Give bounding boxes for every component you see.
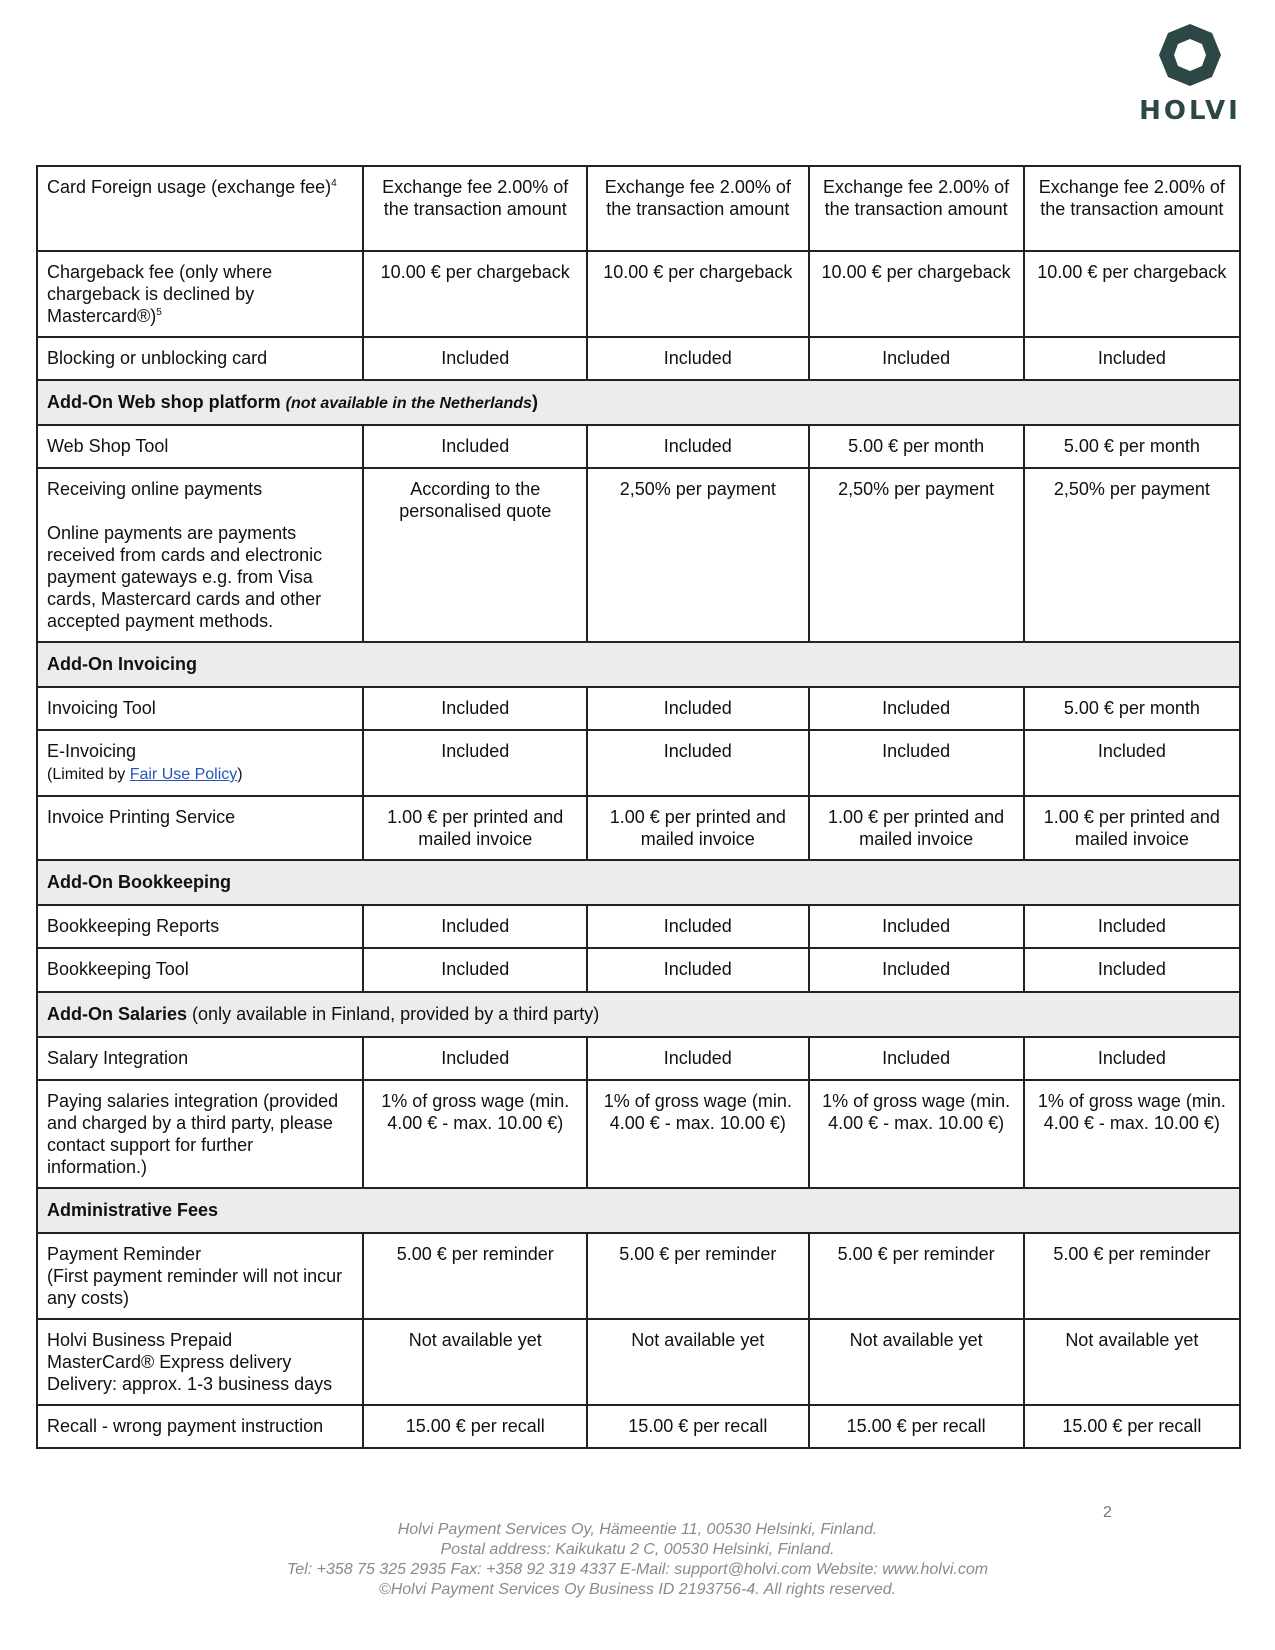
table-cell: 2,50% per payment <box>1024 468 1240 642</box>
table-cell: 10.00 € per chargeback <box>363 251 587 337</box>
table-row <box>37 468 1240 642</box>
table-cell: 1.00 € per printed and mailed invoice <box>809 796 1024 860</box>
table-cell: 15.00 € per recall <box>587 1405 808 1448</box>
table-row <box>37 1037 1240 1080</box>
fair-use-note: (Limited by Fair Use Policy) <box>47 766 243 783</box>
holvi-logo <box>1140 22 1240 126</box>
table-row <box>37 796 1240 860</box>
table-row <box>37 948 1240 992</box>
table-row <box>37 1080 1240 1188</box>
row-label: Invoice Printing Service <box>37 796 363 860</box>
table-cell: Included <box>1024 730 1240 796</box>
table-cell: Included <box>587 337 808 380</box>
page-number: 2 <box>1103 1504 1112 1521</box>
table-cell: Included <box>587 948 808 992</box>
table-cell: 1% of gross wage (min. 4.00 € - max. 10.00 €) <box>809 1080 1024 1188</box>
footer-address: Holvi Payment Services Oy, Hämeentie 11, 00530 Helsinki, Finland. <box>397 1521 878 1538</box>
table-row <box>37 166 1240 251</box>
table-cell: Not available yet <box>1024 1319 1240 1405</box>
table-cell: 10.00 € per chargeback <box>587 251 808 337</box>
table-cell: Included <box>587 905 808 948</box>
holvi-wordmark: HOLVI <box>1139 96 1241 126</box>
table-cell: Included <box>1024 337 1240 380</box>
table-cell: Included <box>587 425 808 468</box>
table-cell: Included <box>809 337 1024 380</box>
table-cell: Included <box>363 1037 587 1080</box>
table-cell: Included <box>363 948 587 992</box>
row-label: Receiving online payments Online payments are payments received from cards and electronic payment gateways e.g. from Visa cards, Mastercard cards and other accepted payment methods. <box>37 468 363 642</box>
table-cell: Included <box>587 687 808 730</box>
table-cell: Included <box>363 905 587 948</box>
table-cell: Not available yet <box>587 1319 808 1405</box>
row-label: Paying salaries integration (provided and charged by a third party, please contact support for further information.) <box>37 1080 363 1188</box>
section-header-invoicing <box>37 642 1240 687</box>
table-cell: Not available yet <box>363 1319 587 1405</box>
row-label: Payment Reminder (First payment reminder will not incur any costs) <box>37 1233 363 1319</box>
table-cell: 1.00 € per printed and mailed invoice <box>587 796 808 860</box>
table-row <box>37 1233 1240 1319</box>
table-cell: Included <box>1024 948 1240 992</box>
table-cell: Included <box>809 730 1024 796</box>
table-cell: According to the personalised quote <box>363 468 587 642</box>
table-row <box>37 687 1240 730</box>
row-label: Bookkeeping Reports <box>37 905 363 948</box>
footer-postal-address: Postal address: Kaikukatu 2 C, 00530 Helsinki, Finland. <box>440 1541 835 1558</box>
footer-copyright: ©Holvi Payment Services Oy Business ID 2193756-4. All rights reserved. <box>378 1581 897 1598</box>
table-cell: 1.00 € per printed and mailed invoice <box>363 796 587 860</box>
row-label: Recall - wrong payment instruction <box>37 1405 363 1448</box>
table-cell: 2,50% per payment <box>809 468 1024 642</box>
section-header-webshop <box>37 380 1240 425</box>
section-title: Add-On Invoicing <box>37 642 1240 687</box>
fee-table <box>36 165 1241 1449</box>
table-cell: Included <box>363 730 587 796</box>
table-cell: Included <box>809 687 1024 730</box>
row-label: Holvi Business Prepaid MasterCard® Express delivery Delivery: approx. 1-3 business days <box>37 1319 363 1405</box>
table-cell: Included <box>809 905 1024 948</box>
section-title: Administrative Fees <box>37 1188 1240 1233</box>
table-cell: 1% of gross wage (min. 4.00 € - max. 10.00 €) <box>587 1080 808 1188</box>
page-footer <box>0 1520 1275 1600</box>
section-header-admin <box>37 1188 1240 1233</box>
table-cell: Included <box>1024 1037 1240 1080</box>
table-cell: 10.00 € per chargeback <box>1024 251 1240 337</box>
table-cell: Exchange fee 2.00% of the transaction amount <box>1024 166 1240 251</box>
table-row <box>37 1319 1240 1405</box>
section-title: Add-On Bookkeeping <box>37 860 1240 905</box>
table-cell: Included <box>1024 905 1240 948</box>
row-label: Salary Integration <box>37 1037 363 1080</box>
table-row <box>37 337 1240 380</box>
section-title: Add-On Salaries (only available in Finland, provided by a third party) <box>37 992 1240 1037</box>
footer-contact: Tel: +358 75 325 2935 Fax: +358 92 319 4337 E-Mail: support@holvi.com Website: www.holvi.com <box>286 1561 989 1578</box>
table-cell: Included <box>809 1037 1024 1080</box>
row-label: Web Shop Tool <box>37 425 363 468</box>
row-label: Invoicing Tool <box>37 687 363 730</box>
table-cell: Included <box>587 1037 808 1080</box>
table-cell: 15.00 € per recall <box>1024 1405 1240 1448</box>
row-label: Chargeback fee (only where chargeback is declined by Mastercard®)$^5$ <box>37 251 363 337</box>
table-cell: 2,50% per payment <box>587 468 808 642</box>
table-cell: Included <box>363 687 587 730</box>
table-row <box>37 425 1240 468</box>
table-cell: 15.00 € per recall <box>809 1405 1024 1448</box>
table-cell: Included <box>587 730 808 796</box>
section-header-bookkeeping <box>37 860 1240 905</box>
table-cell: 1% of gross wage (min. 4.00 € - max. 10.00 €) <box>1024 1080 1240 1188</box>
table-cell: 1.00 € per printed and mailed invoice <box>1024 796 1240 860</box>
table-cell: 5.00 € per reminder <box>363 1233 587 1319</box>
table-cell: Exchange fee 2.00% of the transaction amount <box>363 166 587 251</box>
row-label: Blocking or unblocking card <box>37 337 363 380</box>
table-cell: Not available yet <box>809 1319 1024 1405</box>
section-title: Add-On Web shop platform (not available in the Netherlands) <box>37 380 1240 425</box>
table-cell: Exchange fee 2.00% of the transaction amount <box>587 166 808 251</box>
table-row <box>37 251 1240 337</box>
table-row <box>37 905 1240 948</box>
table-row <box>37 1405 1240 1448</box>
table-cell: 15.00 € per recall <box>363 1405 587 1448</box>
table-cell: 5.00 € per reminder <box>1024 1233 1240 1319</box>
row-label: Bookkeeping Tool <box>37 948 363 992</box>
row-label: E-Invoicing (Limited by Fair Use Policy) <box>37 730 363 796</box>
section-header-salaries <box>37 992 1240 1037</box>
table-cell: 10.00 € per chargeback <box>809 251 1024 337</box>
table-cell: 1% of gross wage (min. 4.00 € - max. 10.00 €) <box>363 1080 587 1188</box>
table-cell: 5.00 € per month <box>1024 687 1240 730</box>
table-cell: 5.00 € per month <box>1024 425 1240 468</box>
holvi-logo-icon <box>1157 22 1223 88</box>
table-cell: 5.00 € per month <box>809 425 1024 468</box>
row-label: Card Foreign usage (exchange fee)$^4$ <box>37 166 363 251</box>
table-cell: 5.00 € per reminder <box>587 1233 808 1319</box>
table-row <box>37 730 1240 796</box>
table-cell: Included <box>363 425 587 468</box>
table-cell: Included <box>363 337 587 380</box>
table-cell: Included <box>809 948 1024 992</box>
table-cell: Exchange fee 2.00% of the transaction amount <box>809 166 1024 251</box>
fair-use-policy-link[interactable]: Fair Use Policy <box>129 766 238 783</box>
table-cell: 5.00 € per reminder <box>809 1233 1024 1319</box>
